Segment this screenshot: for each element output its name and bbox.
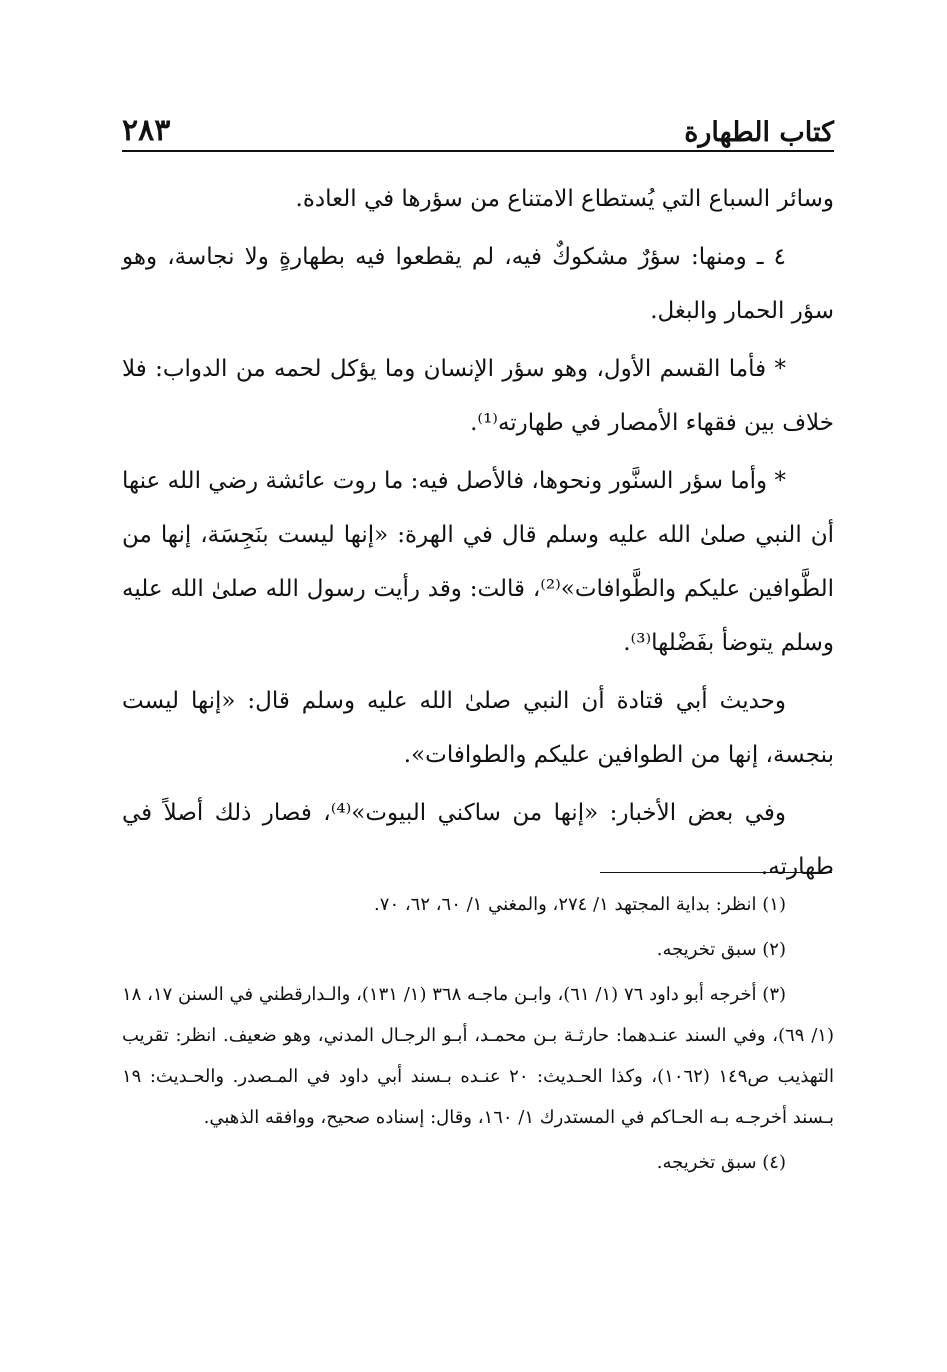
running-title: كتاب الطهارة (684, 117, 834, 148)
paragraph: وفي بعض الأخبار: «إنها من ساكني البيوت»⁽⁴⁾، فصار ذلك أصلاً في طهارته. (122, 800, 834, 880)
paragraph: وحديث أبي قتادة أن النبي صلىٰ الله عليه وسلم قال: «إنها ليست بنجسة، إنها من الطوافين عليكم والطوافات». (122, 688, 834, 768)
footnote: (٢) سبق تخريجه. (656, 939, 786, 960)
page-header (122, 100, 834, 146)
footnote-divider (600, 872, 832, 873)
footnote: (٣) أخرجه أبو داود ٧٦ (١/ ٦١)، وابـن ماجـه ٣٦٨ (١/ ١٣١)، والـدارقطني في السنن ١٧، ١٨ (١/ ٦٩)، وفي السند عنـدهما: حارثـة بـن محمـد، أبـو الرجـال المدني، وهو ضعيف. انظر: تقريب التهذيب ص١٤٩ (١٠٦٢)، وكذا الحـديث: ٢٠ عنـده بـسند أبي داود في المـصدر. والحـديث: ١٩ بـسند أخرجـه بـه الحـاكم في المستدرك ١/ ١٦٠، وقال: إسناده صحيح، ووافقه الذهبي. (122, 984, 834, 1128)
paragraph: ٤ ـ ومنها: سؤرٌ مشكوكٌ فيه، لم يقطعوا فيه بطهارةٍ ولا نجاسة، وهو سؤر الحمار والبغل. (122, 244, 834, 324)
footnote: (١) انظر: بداية المجتهد ١/ ٢٧٤، والمغني ١/ ٦٠، ٦٢، ٧٠. (374, 894, 786, 915)
footnotes (122, 884, 834, 1187)
paragraph: * فأما القسم الأول، وهو سؤر الإنسان وما يؤكل لحمه من الدواب: فلا خلاف بين فقهاء الأمصار في طهارته⁽¹⁾. (122, 356, 834, 436)
page-number: ٢٨٣ (122, 113, 171, 148)
paragraph: وسائر السباع التي يُستطاع الامتناع من سؤرها في العادة. (295, 186, 834, 212)
header-divider (122, 150, 834, 152)
footnote: (٤) سبق تخريجه. (656, 1152, 786, 1173)
paragraph: * وأما سؤر السنَّور ونحوها، فالأصل فيه: ما روت عائشة رضي الله عنها أن النبي صلىٰ الله عليه وسلم قال في الهرة: «إنها ليست بنَجِسَة، إنها من الطَّوافين عليكم والطَّوافات»⁽²⁾، قالت: وقد رأيت رسول الله صلىٰ الله عليه وسلم يتوضأ بفَضْلها⁽³⁾. (122, 468, 834, 656)
main-text (122, 172, 834, 898)
